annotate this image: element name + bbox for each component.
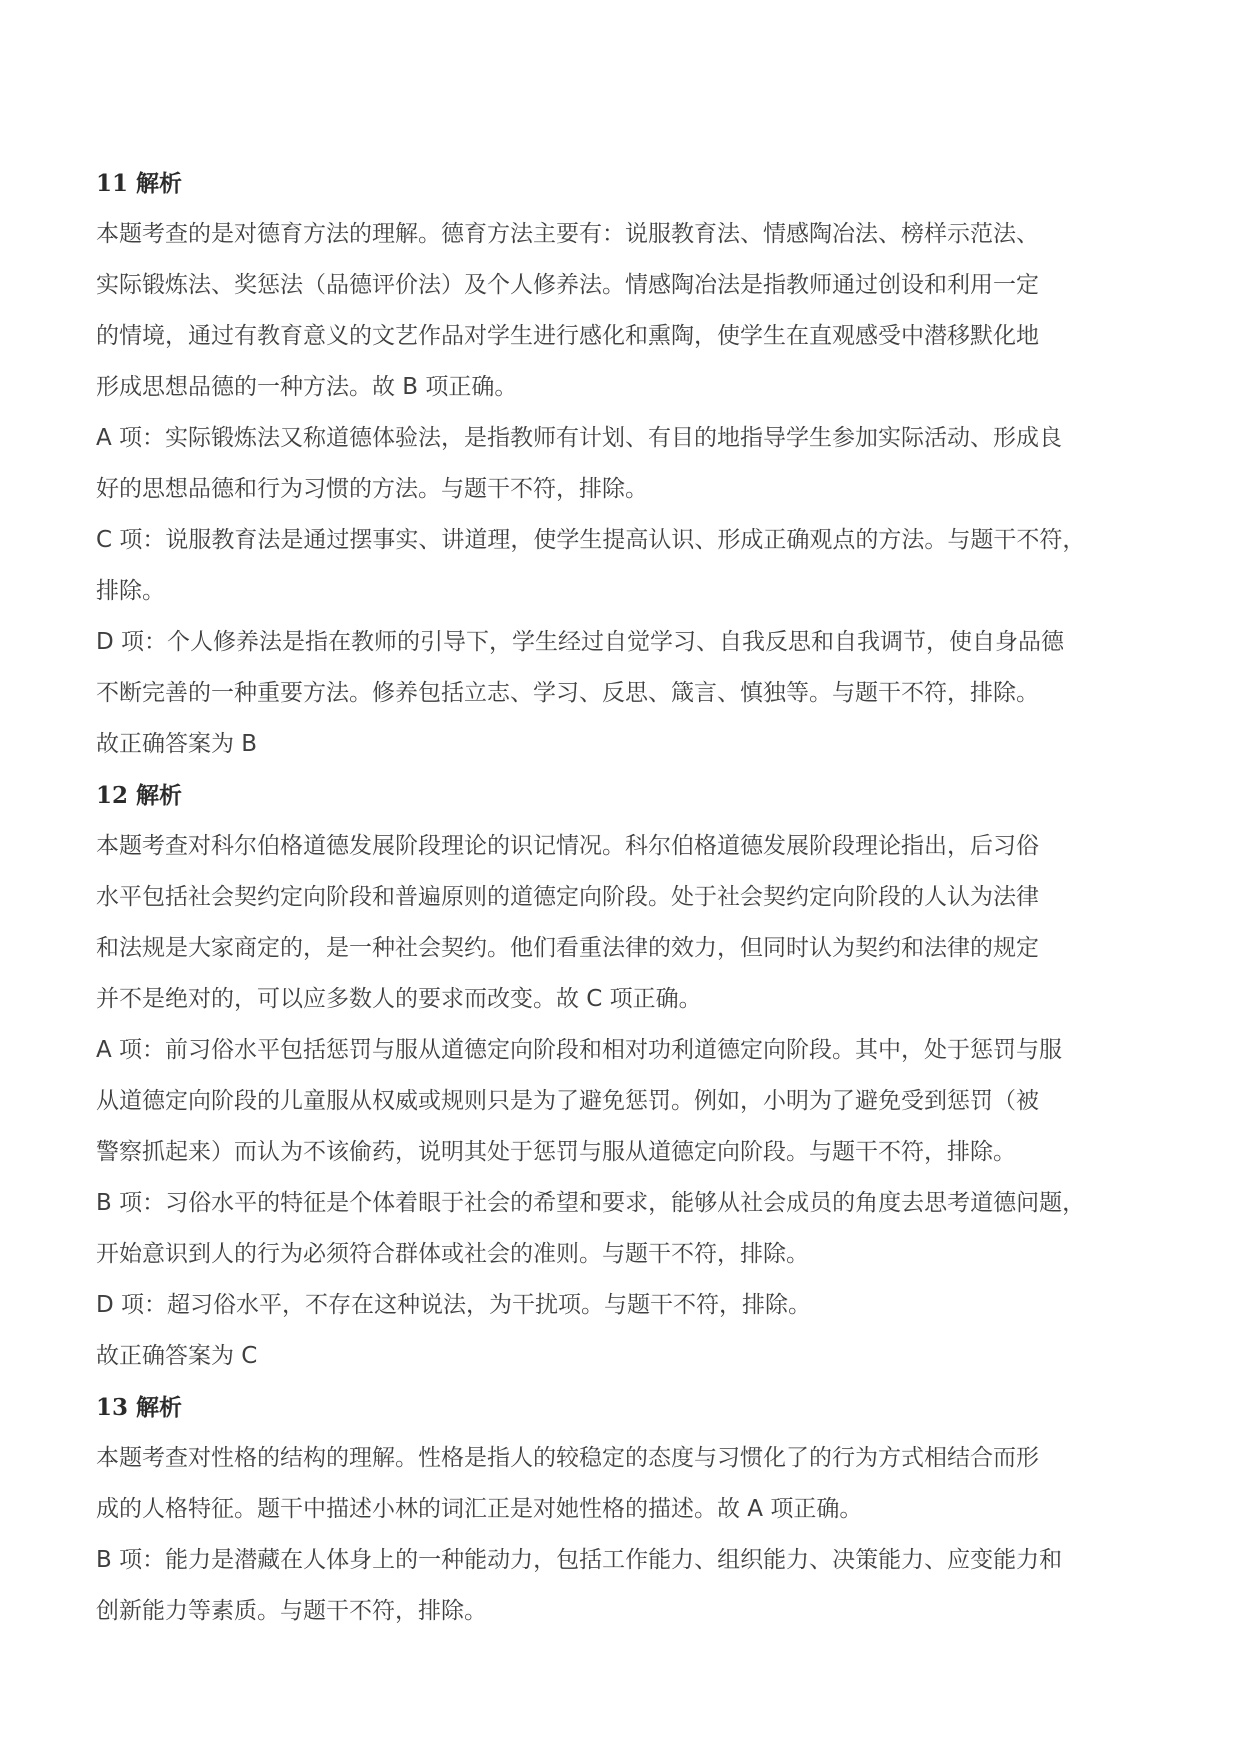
paragraph (96, 617, 1176, 719)
document-body (96, 158, 1176, 1637)
text-line: 实际锻炼法、奖惩法（品德评价法）及个人修养法。情感陶冶法是指教师通过创设和利用一定 (96, 272, 1039, 298)
analysis-section (96, 770, 1176, 1382)
text-line: 从道德定向阶段的儿童服从权威或规则只是为了避免惩罚。例如，小明为了避免受到惩罚（被 (96, 1088, 1039, 1114)
text-line: C 项：说服教育法是通过摆事实、讲道理，使学生提高认识、形成正确观点的方法。与题干不符， (96, 527, 1086, 553)
text-line: 和法规是大家商定的，是一种社会契约。他们看重法律的效力，但同时认为契约和法律的规定 (96, 935, 1039, 961)
section-heading: 11 解析 (96, 170, 183, 197)
text-line: 形成思想品德的一种方法。故 B 项正确。 (96, 374, 518, 400)
paragraph (96, 1025, 1176, 1178)
analysis-section (96, 158, 1176, 770)
paragraph (96, 821, 1176, 1025)
text-line: 好的思想品德和行为习惯的方法。与题干不符，排除。 (96, 476, 648, 502)
paragraph (96, 1331, 1176, 1382)
text-line: D 项：个人修养法是指在教师的引导下，学生经过自觉学习、自我反思和自我调节，使自身品德 (96, 629, 1065, 655)
text-line: 警察抓起来）而认为不该偷药，说明其处于惩罚与服从道德定向阶段。与题干不符，排除。 (96, 1139, 1016, 1165)
text-line: 并不是绝对的，可以应多数人的要求而改变。故 C 项正确。 (96, 986, 702, 1012)
text-line: 成的人格特征。题干中描述小林的词汇正是对她性格的描述。故 A 项正确。 (96, 1496, 863, 1522)
text-line: 本题考查对性格的结构的理解。性格是指人的较稳定的态度与习惯化了的行为方式相结合而形 (96, 1445, 1039, 1471)
text-line: 排除。 (96, 578, 165, 604)
text-line: 开始意识到人的行为必须符合群体或社会的准则。与题干不符，排除。 (96, 1241, 809, 1267)
paragraph (96, 209, 1176, 413)
section-heading: 12 解析 (96, 782, 183, 809)
text-line: 创新能力等素质。与题干不符，排除。 (96, 1598, 487, 1624)
text-line: 故正确答案为 B (96, 731, 258, 757)
text-line: 不断完善的一种重要方法。修养包括立志、学习、反思、箴言、慎独等。与题干不符，排除。 (96, 680, 1039, 706)
paragraph (96, 515, 1176, 617)
section-heading: 13 解析 (96, 1394, 183, 1421)
text-line: B 项：能力是潜藏在人体身上的一种能动力，包括工作能力、组织能力、决策能力、应变能力和 (96, 1547, 1063, 1573)
paragraph (96, 1535, 1176, 1637)
text-line: 水平包括社会契约定向阶段和普遍原则的道德定向阶段。处于社会契约定向阶段的人认为法律 (96, 884, 1039, 910)
paragraph (96, 1178, 1176, 1280)
text-line: 故正确答案为 C (96, 1343, 258, 1369)
paragraph (96, 1280, 1176, 1331)
text-line: 的情境，通过有教育意义的文艺作品对学生进行感化和熏陶，使学生在直观感受中潜移默化地 (96, 323, 1039, 349)
text-line: D 项：超习俗水平，不存在这种说法，为干扰项。与题干不符，排除。 (96, 1292, 812, 1318)
text-line: 本题考查的是对德育方法的理解。德育方法主要有：说服教育法、情感陶冶法、榜样示范法、 (96, 221, 1039, 247)
paragraph (96, 1433, 1176, 1535)
paragraph (96, 413, 1176, 515)
text-line: A 项：前习俗水平包括惩罚与服从道德定向阶段和相对功利道德定向阶段。其中，处于惩罚与服 (96, 1037, 1063, 1063)
analysis-section (96, 1382, 1176, 1637)
paragraph (96, 719, 1176, 770)
text-line: B 项：习俗水平的特征是个体着眼于社会的希望和要求，能够从社会成员的角度去思考道德问题， (96, 1190, 1086, 1216)
text-line: 本题考查对科尔伯格道德发展阶段理论的识记情况。科尔伯格道德发展阶段理论指出，后习俗 (96, 833, 1039, 859)
text-line: A 项：实际锻炼法又称道德体验法，是指教师有计划、有目的地指导学生参加实际活动、形成良 (96, 425, 1063, 451)
